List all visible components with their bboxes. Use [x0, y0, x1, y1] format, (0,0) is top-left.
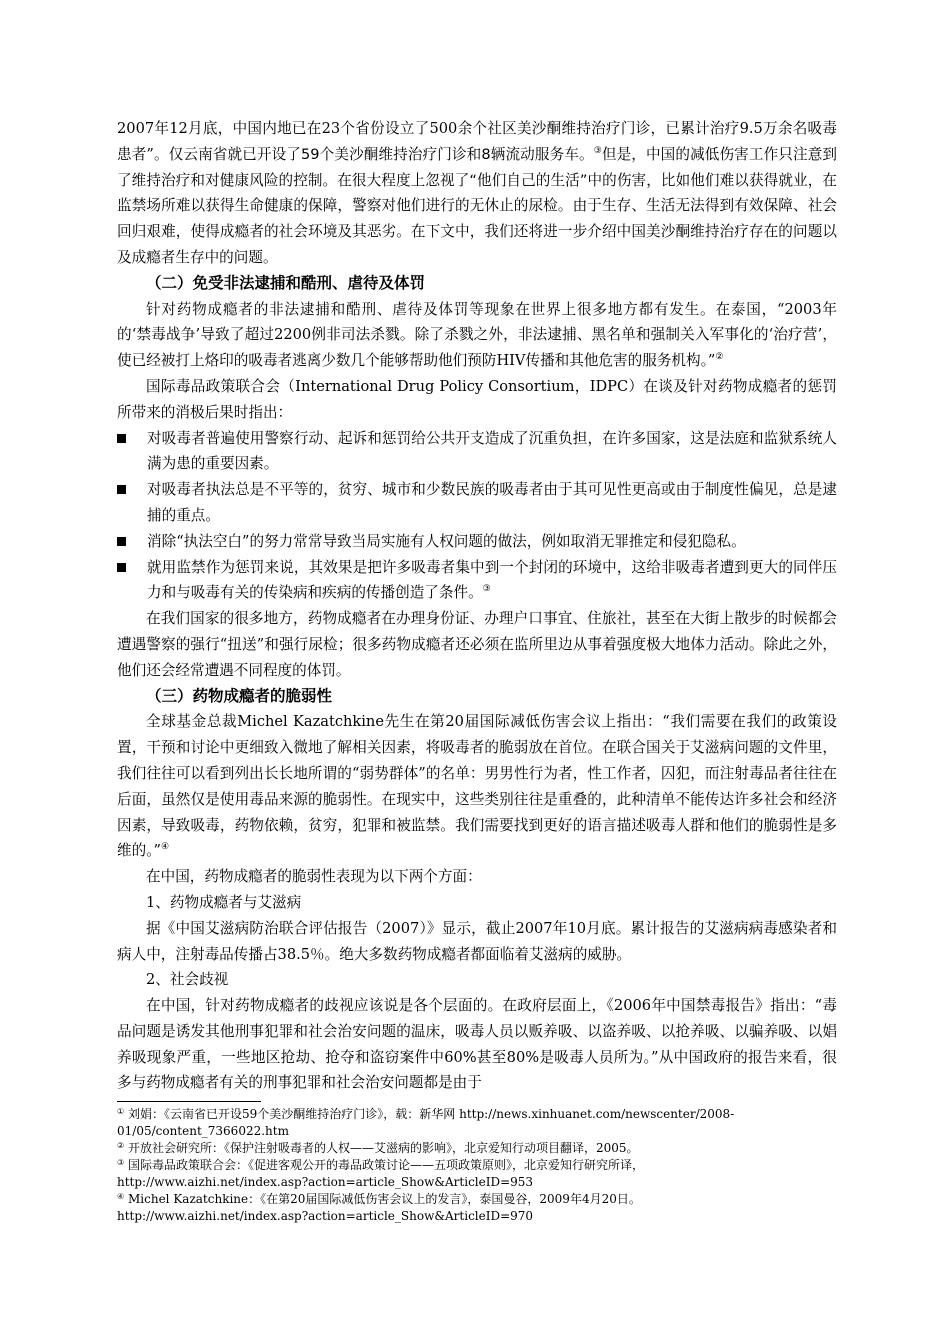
footnote-2: [117, 1140, 837, 1157]
footnote-mark-1: ①: [117, 1107, 125, 1116]
section2-paragraph-1: [117, 297, 837, 374]
footnote-ref-4[interactable]: ④: [160, 842, 170, 853]
footnote-4-line-1: Michel Kazatchkine：《在第20届国际减低伤害会议上的发言》，泰国曼谷，2009年4月20日。: [128, 1192, 641, 1206]
section3-paragraph-4: 在中国，针对药物成瘾者的歧视应该说是各个层面的。在政府层面上，《2006年中国禁毒报告》指出：“毒品问题是诱发其他刑事犯罪和社会治安问题的温床，吸毒人员以贩养吸、以盗养吸、以抢养吸、以骗养吸、以娼养吸现象严重，一些地区抢劫、抢夺和盗窃案件中60%甚至80%是吸毒人员所为。”从中国政府的报告来看，很多与药物成瘾者有关的刑事犯罪和社会治安问题都是由于: [117, 997, 837, 1092]
bullet-square-icon: [117, 563, 126, 572]
footnote-ref-3a[interactable]: ③: [593, 145, 602, 156]
section3-paragraph-2: 在中国，药物成瘾者的脆弱性表现为以下两个方面：: [146, 868, 482, 886]
bullet-item-1: [117, 426, 837, 478]
footnotes: [117, 1106, 837, 1225]
footnote-separator: [117, 1101, 261, 1102]
section-heading-2: （二）免受非法逮捕和酷刑、虐待及体罚: [146, 273, 426, 292]
section3-paragraph-1: [117, 709, 837, 864]
footnote-1-line-2: 01/05/content_7366022.htm: [117, 1124, 289, 1138]
bullet-item-2: [117, 477, 837, 529]
bullet-item-3: [117, 529, 837, 555]
footnote-3-line-1: 国际毒品政策联合会：《促进客观公开的毒品政策讨论——五项政策原则》，北京爱知行研究所译，: [128, 1158, 645, 1172]
footnote-2-line-1: 开放社会研究所：《保护注射吸毒者的人权——艾滋病的影响》，北京爱知行动项目翻译，2005。: [128, 1141, 639, 1155]
section3-para1-text: 全球基金总裁Michel Kazatchkine先生在第20届国际减低伤害会议上指出：“我们需要在我们的政策设置，干预和讨论中更细致入微地了解相关因素，将吸毒者的脆弱放在首位。在联合国关于艾滋病问题的文件里，我们往往可以看到列出长长地所谓的“弱势群体”的名单：男男性行为者，性工作者，囚犯，而注射毒品者往往在后面，虽然仅是使用毒品来源的脆弱性。在现实中，这些类别往往是重叠的，此种清单不能传达许多社会和经济因素，导致吸毒，药物依赖，贫穷，犯罪和被监禁。我们需要找到更好的语言描述吸毒人群和他们的脆弱性是多维的。”: [117, 713, 837, 860]
section2-paragraph-3: 在我们国家的很多地方，药物成瘾者在办理身份证、办理户口事宜、住旅社，甚至在大街上散步的时候都会遭遇警察的强行“扭送”和强行尿检；很多药物成瘾者还必须在监所里边从事着强度极大地体力活动。除此之外，他们还会经常遭遇不同程度的体罚。: [117, 610, 837, 679]
footnote-mark-4: ④: [117, 1192, 125, 1201]
continuation-part2: 云南省就已开设了59个美沙酮维持治疗门诊和8辆流动服务车。: [183, 145, 594, 163]
bullet-square-icon: [117, 537, 126, 546]
section-heading-3: （三）药物成瘾者的脆弱性: [146, 686, 333, 705]
bullet-item-4: [117, 555, 837, 607]
section2-para1-text: 针对药物成瘾者的非法逮捕和酷刑、虐待及体罚等现象在世界上很多地方都有发生。在泰国，“2003年的‘禁毒战争’导致了超过2200例非司法杀戮。除了杀戮之外，非法逮捕、黑名单和强制关入军事化的‘治疗营’，使已经被打上烙印的吸毒者逃离少数几个能够帮助他们预防HIV传播和其他危害的服务机构。”: [117, 300, 837, 370]
footnote-mark-3: ③: [117, 1158, 125, 1167]
footnote-1-line-1: 刘娟：《云南省已开设59个美沙酮维持治疗门诊》，载：新华网 http://news.xinhuanet.com/newscenter/2008-: [128, 1107, 735, 1121]
footnote-4: [117, 1191, 837, 1225]
continuation-part1: 2007年12月底，中国内地已在23个省份设立了500余个社区美沙酮维持治疗门诊，已累计治疗9.5万余名吸毒患者”。仅: [117, 120, 837, 163]
bullet-text-4: 就用监禁作为惩罚来说，其效果是把许多吸毒者集中到一个封闭的环境中，这给非吸毒者遭到更大的同伴压力和与吸毒有关的传染病和疾病的传播创造了条件。: [147, 558, 837, 602]
subheading-discrimination: 2、社会歧视: [146, 971, 229, 989]
continuation-part3: 但是，中国的减低伤害工作只注意到了维持治疗和对健康风险的控制。在很大程度上忽视了“他们自己的生活”中的伤害，比如他们难以获得就业，在监禁场所难以获得生命健康的保障，警察对他们进行的无休止的尿检。由于生存、生活无法得到有效保障、社会回归艰难，使得成瘾者的社会环境及其恶劣。在下文中，我们还将进一步介绍中国美沙酮维持治疗存在的问题以及成瘾者生存中的问题。: [117, 145, 837, 266]
bullet-text-2: 对吸毒者执法总是不平等的，贫穷、城市和少数民族的吸毒者由于其可见性更高或由于制度性偏见，总是逮捕的重点。: [147, 481, 837, 524]
bullet-square-icon: [117, 485, 126, 494]
section2-paragraph-2: 国际毒品政策联合会（International Drug Policy Consortium，IDPC）在谈及针对药物成瘾者的惩罚所带来的消极后果时指出：: [117, 377, 837, 421]
footnote-4-line-2: http://www.aizhi.net/index.asp?action=article_Show&ArticleID=970: [117, 1209, 534, 1223]
bullet-square-icon: [117, 434, 126, 443]
section3-paragraph-3: 据《中国艾滋病防治联合评估报告（2007）》显示，截止2007年10月底。累计报告的艾滋病病毒感染者和病人中，注射毒品传播占38.5％。绝大多数药物成瘾者都面临着艾滋病的威胁。: [117, 919, 837, 963]
footnote-ref-2[interactable]: ②: [715, 352, 724, 363]
footnote-1: [117, 1106, 837, 1140]
bullet-text-3: 消除“执法空白”的努力常常导致当局实施有人权问题的做法，例如取消无罪推定和侵犯隐私。: [147, 532, 746, 550]
page-body: [117, 116, 837, 1096]
footnote-3: [117, 1157, 837, 1191]
footnote-mark-2: ②: [117, 1141, 125, 1150]
continuation-paragraph: [117, 116, 837, 271]
footnote-ref-3b[interactable]: ③: [482, 584, 491, 595]
bullet-text-1: 对吸毒者普遍使用警察行动、起诉和惩罚给公共开支造成了沉重负担，在许多国家，这是法庭和监狱系统人满为患的重要因素。: [147, 429, 837, 473]
subheading-aids: 1、药物成瘾者与艾滋病: [146, 893, 302, 911]
footnote-3-line-2: http://www.aizhi.net/index.asp?action=article_Show&ArticleID=953: [117, 1175, 534, 1189]
